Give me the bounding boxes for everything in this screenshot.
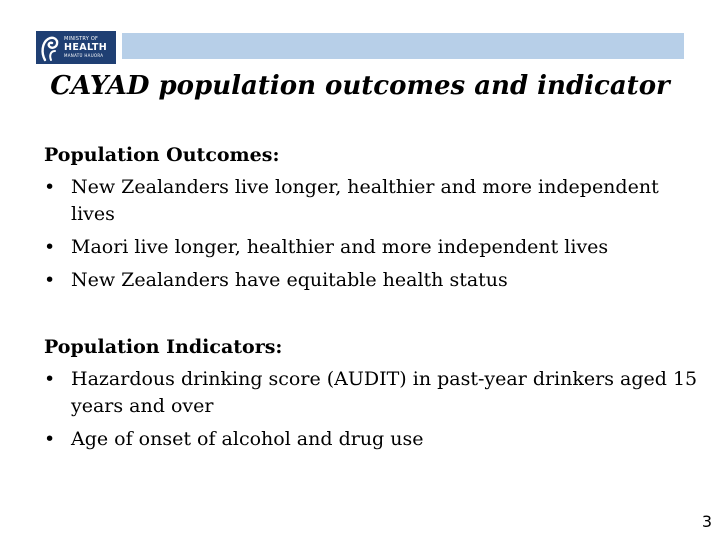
bullet-icon: • [44,428,56,450]
slide-content [44,139,704,456]
header-banner [122,33,684,59]
indicator-item [44,423,704,456]
outcome-text: New Zealanders have equitable health status [71,269,508,291]
bullet-icon: • [44,368,56,390]
indicator-text: Age of onset of alcohol and drug use [71,428,424,450]
section-spacer [44,297,704,331]
ministry-of-health-logo [36,31,116,64]
outcomes-list [44,171,704,297]
outcome-text: Maori live longer, healthier and more independent lives [71,236,609,258]
slide-title: CAYAD population outcomes and indicator [50,71,670,101]
page-number: 3 [701,512,712,531]
logo-line-health: HEALTH [64,42,108,54]
bullet-icon: • [44,236,56,258]
indicator-text: Hazardous drinking score (AUDIT) in past-year drinkers aged 15 years and over [71,368,698,417]
indicators-list [44,363,704,456]
outcome-text: New Zealanders live longer, healthier and more independent lives [71,176,659,225]
bullet-icon: • [44,269,56,291]
bullet-icon: • [44,176,56,198]
logo-line-manatu: MANATŪ HAUORA [64,52,104,58]
outcome-item [44,264,704,297]
koru-logo-icon [38,33,62,63]
logo-line-ministry: MINISTRY OF [64,36,99,43]
indicator-item [44,363,704,423]
indicators-heading: Population Indicators: [44,336,283,358]
outcome-item [44,231,704,264]
outcome-item [44,171,704,231]
outcomes-heading: Population Outcomes: [44,144,280,166]
